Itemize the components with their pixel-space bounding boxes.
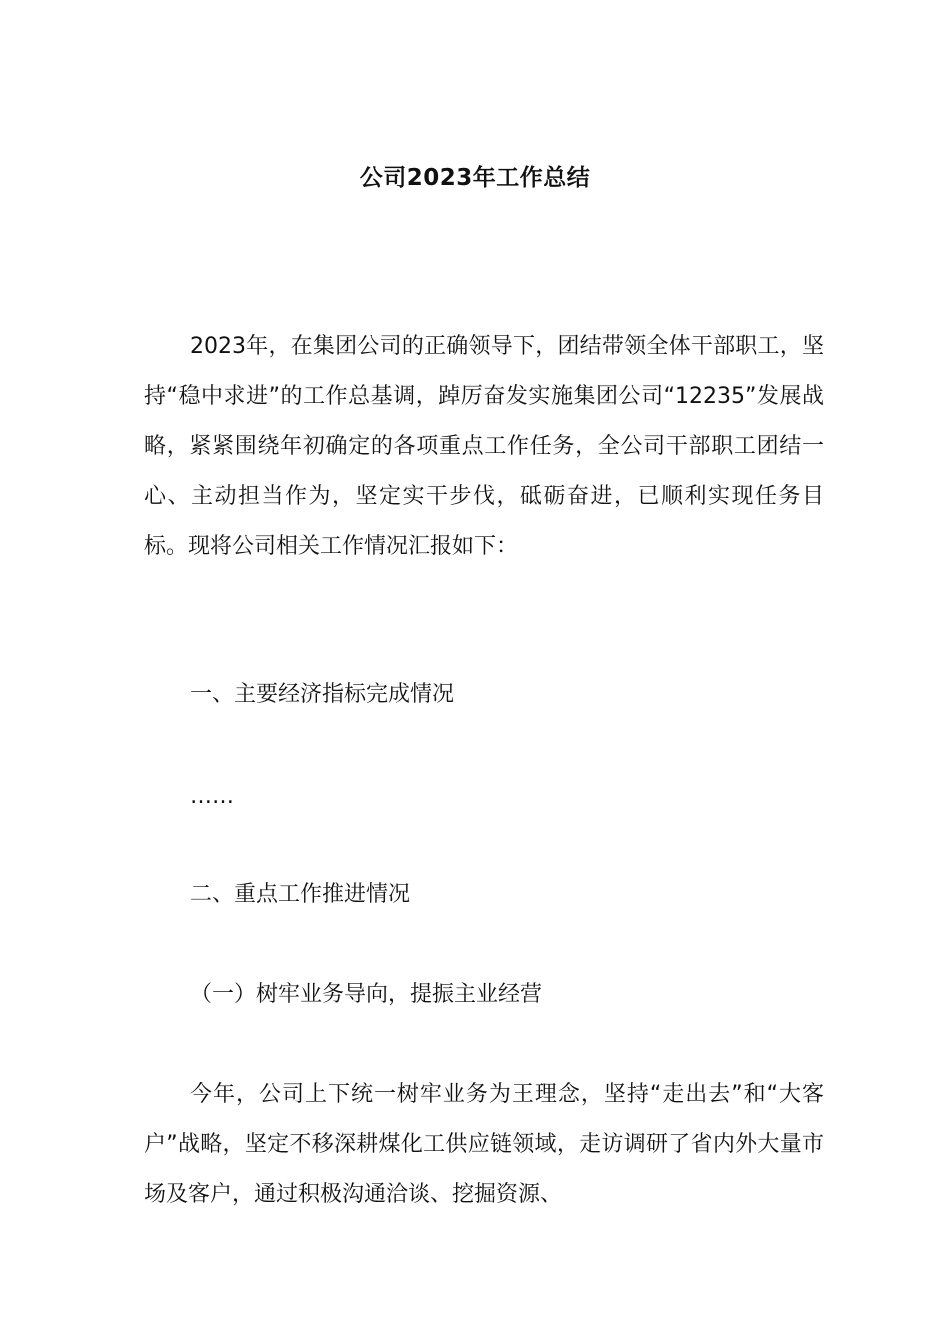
section-ellipsis: …… [190,784,234,809]
section-heading-economic-indicators: 一、主要经济指标完成情况 [190,682,455,707]
subsection-heading-business-orientation: （一）树牢业务导向，提振主业经营 [190,982,543,1007]
subsection-body-paragraph: 今年，公司上下统一树牢业务为王理念，坚持“走出去”和“大客户”战略，坚定不移深耕煤化工供应链领域，走访调研了省内外大量市场及客户，通过积极沟通洽谈、挖掘资源、 [144,1082,824,1207]
document-title: 公司2023年工作总结 [359,165,591,191]
intro-paragraph: 2023年，在集团公司的正确领导下，团结带领全体干部职工，坚持“稳中求进”的工作总基调，踔厉奋发实施集团公司“12235”发展战略，紧紧围绕年初确定的各项重点工作任务，全公司干部职工团结一心、主动担当作为，坚定实干步伐，砥砺奋进，已顺利实现任务目标。现将公司相关工作情况汇报如下： [144,334,824,559]
section-heading-key-work: 二、重点工作推进情况 [190,882,411,907]
